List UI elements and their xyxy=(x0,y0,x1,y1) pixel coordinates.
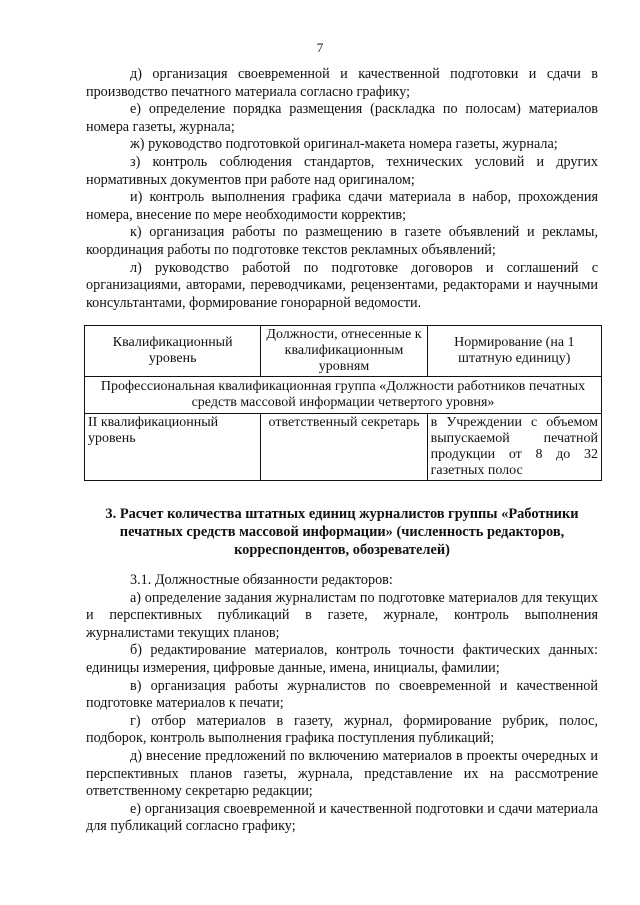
header-norm: Нормирование (на 1 штатную единицу) xyxy=(427,326,601,377)
table-header-row xyxy=(85,326,602,377)
list-item: а) определение задания журналистам по подготовке материалов для текущих и перспективных публикаций в газете, журнале, контроль выполнения журналистами текущих планов; xyxy=(86,589,598,641)
subsection-heading: 3.1. Должностные обязанности редакторов: xyxy=(130,572,393,588)
table-row xyxy=(85,414,602,481)
list-item: е) организация своевременной и качественной подготовки и сдачи материала для публикаций согласно графику; xyxy=(86,800,598,835)
list-item: л) руководство работой по подготовке договоров и соглашений с организациями, авторами, переводчиками, рецензентами, редакторами и научными консультантами, формирование гонорарной ведомости. xyxy=(86,259,598,311)
list-item: к) организация работы по размещению в газете объявлений и рекламы, координация работы по подготовке текстов рекламных объявлений; xyxy=(86,224,598,258)
list-item: з) контроль соблюдения стандартов, технических условий и других нормативных документов при работе над оригиналом; xyxy=(86,153,598,188)
list-item: е) определение порядка размещения (раскладка по полосам) материалов номера газеты, журнала; xyxy=(86,101,598,135)
group-title: Профессиональная квалификационная группа «Должности работников печатных средств массовой информации четвертого уровня» xyxy=(85,377,602,414)
list-item: ж) руководство подготовкой оригинал-макета номера газеты, журнала; xyxy=(130,136,558,153)
duties-list-editors xyxy=(86,572,598,836)
staffing-norm-table xyxy=(84,325,602,481)
cell-position: ответственный секретарь xyxy=(261,414,427,481)
list-item: д) внесение предложений по включению материалов в проекты очередных и перспективных планов газеты, журнала, представление их на рассмотрение ответственному секретарю редакции; xyxy=(86,747,598,800)
header-positions: Должности, отнесенные к квалификационным уровням xyxy=(261,326,427,377)
duties-list-top xyxy=(86,66,598,312)
table-group-row xyxy=(85,377,602,414)
list-item: в) организация работы журналистов по своевременной и качественной подготовке материалов к печати; xyxy=(86,677,598,712)
header-qualification-level: Квалификационный уровень xyxy=(85,326,261,377)
list-item: и) контроль выполнения графика сдачи материала в набор, прохождения номера, внесение по мере необходимости корректив; xyxy=(86,189,598,223)
list-item: г) отбор материалов в газету, журнал, формирование рубрик, полос, подборок, контроль выполнения графика поступления публикаций; xyxy=(86,712,598,747)
page-number: 7 xyxy=(316,40,324,55)
cell-norm: в Учреждении с объемом выпускаемой печатной продукции от 8 до 32 газетных полос xyxy=(427,414,601,481)
list-item: б) редактирование материалов, контроль точности фактических данных: единицы измерения, цифровые данные, имена, инициалы, фамилии; xyxy=(86,642,598,676)
section-heading: 3. Расчет количества штатных единиц журналистов группы «Работники печатных средств массовой информации» (численность редакторов, корреспондентов, обозревателей) xyxy=(105,506,579,558)
list-item: д) организация своевременной и качественной подготовки и сдачи в производство печатного материала согласно графику; xyxy=(86,66,598,100)
cell-level: II квалификационный уровень xyxy=(85,414,261,481)
